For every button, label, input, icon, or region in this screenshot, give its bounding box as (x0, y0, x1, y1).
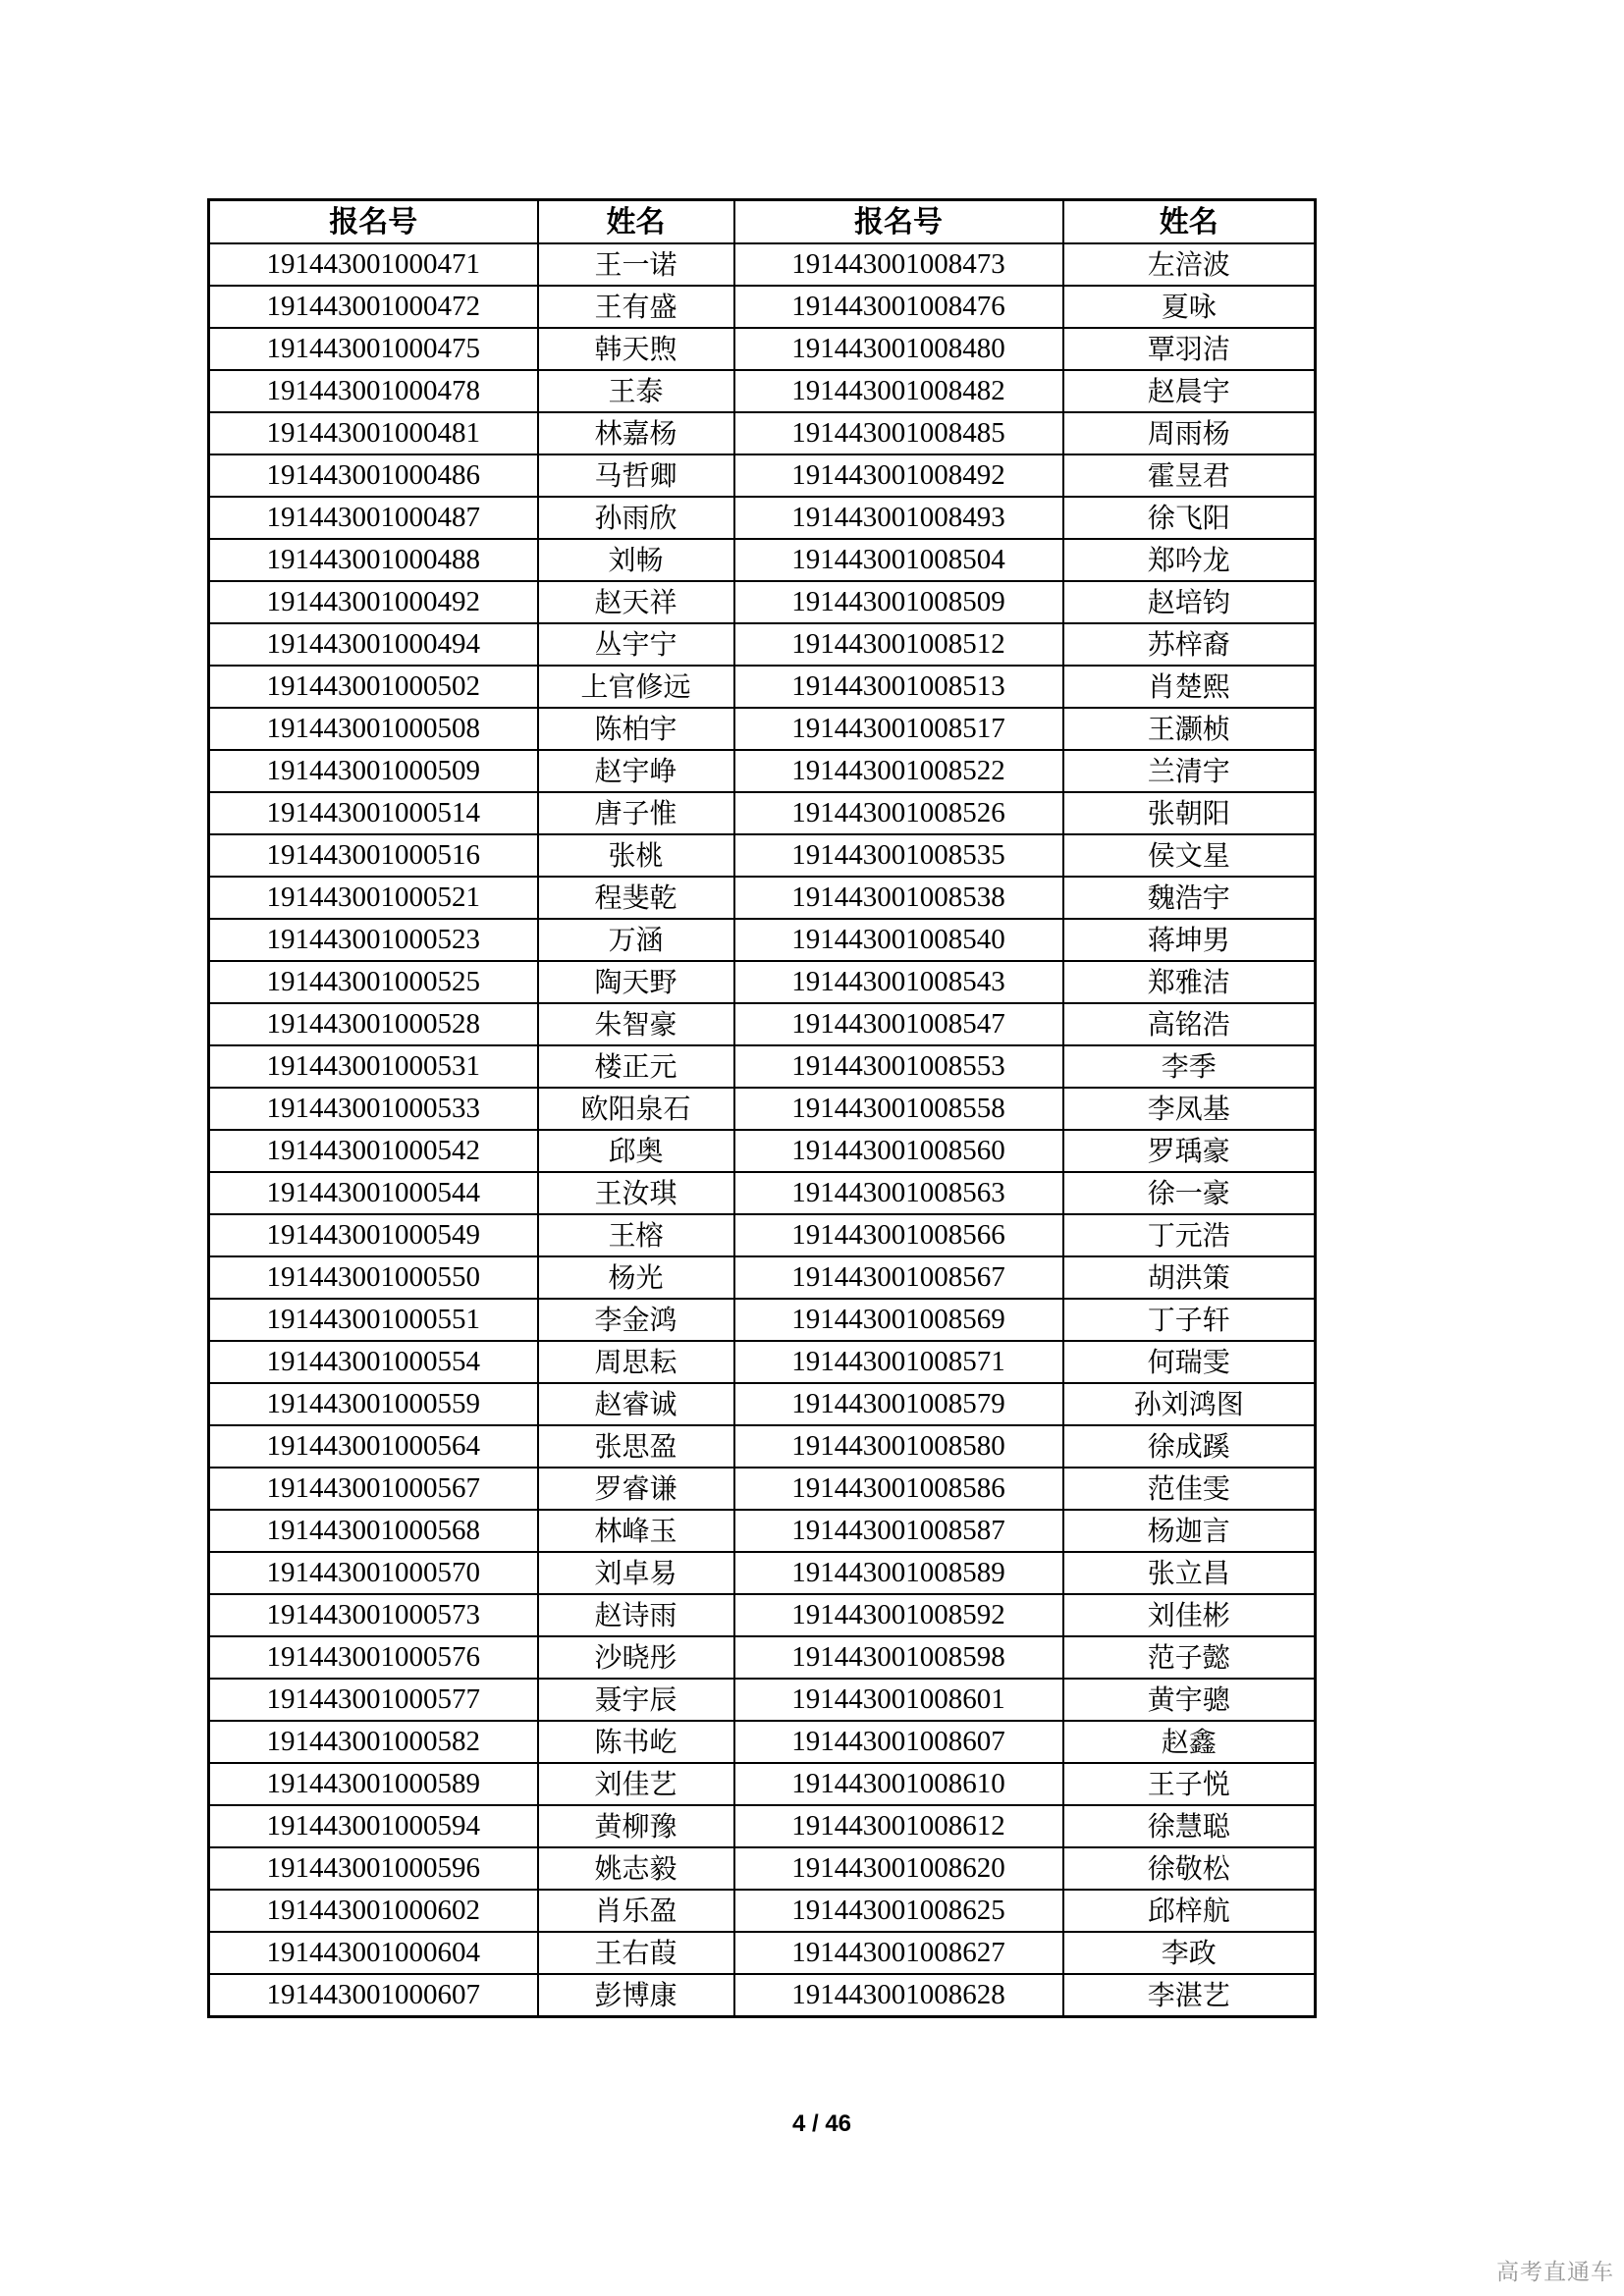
student-name-left: 陈柏宇 (538, 708, 734, 750)
student-name-right: 张立昌 (1063, 1552, 1316, 1594)
table-row (209, 1130, 1316, 1172)
student-name-left: 肖乐盈 (538, 1890, 734, 1932)
student-name-left: 姚志毅 (538, 1847, 734, 1890)
header-row (209, 200, 1316, 244)
student-name-right: 邱梓航 (1063, 1890, 1316, 1932)
registration-number-left: 191443001000509 (209, 750, 538, 792)
registration-number-left: 191443001000523 (209, 919, 538, 961)
student-name-left: 楼正元 (538, 1045, 734, 1088)
student-name-left: 王汝琪 (538, 1172, 734, 1214)
registration-number-right: 191443001008473 (734, 243, 1063, 286)
registration-number-left: 191443001000551 (209, 1299, 538, 1341)
table-row (209, 1003, 1316, 1045)
table-row (209, 1256, 1316, 1299)
registration-number-right: 191443001008526 (734, 792, 1063, 834)
registration-number-left: 191443001000481 (209, 412, 538, 454)
header-registration-number-2: 报名号 (734, 200, 1063, 244)
registration-number-left: 191443001000544 (209, 1172, 538, 1214)
table-row (209, 1510, 1316, 1552)
student-name-right: 赵鑫 (1063, 1721, 1316, 1763)
table-row (209, 1172, 1316, 1214)
student-name-right: 杨迦言 (1063, 1510, 1316, 1552)
student-name-right: 肖楚熙 (1063, 666, 1316, 708)
student-name-left: 上官修远 (538, 666, 734, 708)
registration-number-right: 191443001008612 (734, 1805, 1063, 1847)
registration-number-right: 191443001008535 (734, 834, 1063, 877)
student-name-left: 王榕 (538, 1214, 734, 1256)
registration-number-left: 191443001000576 (209, 1636, 538, 1679)
registration-number-right: 191443001008580 (734, 1425, 1063, 1468)
table-row (209, 666, 1316, 708)
registration-number-right: 191443001008586 (734, 1468, 1063, 1510)
registration-number-right: 191443001008620 (734, 1847, 1063, 1890)
registration-number-left: 191443001000577 (209, 1679, 538, 1721)
table-row (209, 792, 1316, 834)
registration-number-right: 191443001008627 (734, 1932, 1063, 1974)
student-name-left: 黄柳豫 (538, 1805, 734, 1847)
registration-number-right: 191443001008558 (734, 1088, 1063, 1130)
table-row (209, 1468, 1316, 1510)
registration-number-left: 191443001000492 (209, 581, 538, 623)
student-name-right: 孙刘鸿图 (1063, 1383, 1316, 1425)
student-name-left: 朱智豪 (538, 1003, 734, 1045)
student-name-left: 王一诺 (538, 243, 734, 286)
student-name-left: 杨光 (538, 1256, 734, 1299)
student-name-right: 周雨杨 (1063, 412, 1316, 454)
registration-number-left: 191443001000475 (209, 328, 538, 370)
registration-number-left: 191443001000487 (209, 497, 538, 539)
student-name-left: 赵睿诚 (538, 1383, 734, 1425)
student-name-right: 左涪波 (1063, 243, 1316, 286)
table-row (209, 1383, 1316, 1425)
registration-number-left: 191443001000568 (209, 1510, 538, 1552)
watermark: 高考直通车 (1496, 2260, 1614, 2285)
student-name-right: 徐一豪 (1063, 1172, 1316, 1214)
table-row (209, 1847, 1316, 1890)
registration-number-right: 191443001008607 (734, 1721, 1063, 1763)
registration-number-left: 191443001000533 (209, 1088, 538, 1130)
student-name-left: 孙雨欣 (538, 497, 734, 539)
student-name-right: 徐飞阳 (1063, 497, 1316, 539)
student-name-right: 郑吟龙 (1063, 539, 1316, 581)
registration-number-right: 191443001008512 (734, 623, 1063, 666)
roster-body (209, 243, 1316, 2017)
student-name-left: 欧阳泉石 (538, 1088, 734, 1130)
table-row (209, 1721, 1316, 1763)
registration-number-left: 191443001000531 (209, 1045, 538, 1088)
student-name-right: 李凤基 (1063, 1088, 1316, 1130)
table-row (209, 1425, 1316, 1468)
student-name-right: 罗瑀豪 (1063, 1130, 1316, 1172)
registration-number-left: 191443001000564 (209, 1425, 538, 1468)
student-name-left: 刘佳艺 (538, 1763, 734, 1805)
registration-number-left: 191443001000508 (209, 708, 538, 750)
student-name-left: 王泰 (538, 370, 734, 412)
student-name-left: 罗睿谦 (538, 1468, 734, 1510)
student-name-left: 彭博康 (538, 1974, 734, 2017)
table-row (209, 412, 1316, 454)
registration-number-right: 191443001008560 (734, 1130, 1063, 1172)
registration-number-right: 191443001008592 (734, 1594, 1063, 1636)
student-name-right: 何瑞雯 (1063, 1341, 1316, 1383)
student-name-right: 范佳雯 (1063, 1468, 1316, 1510)
student-name-right: 徐慧聪 (1063, 1805, 1316, 1847)
student-name-left: 赵宇峥 (538, 750, 734, 792)
student-name-left: 唐子惟 (538, 792, 734, 834)
registration-number-right: 191443001008509 (734, 581, 1063, 623)
registration-number-right: 191443001008589 (734, 1552, 1063, 1594)
registration-number-right: 191443001008538 (734, 877, 1063, 919)
student-name-left: 赵天祥 (538, 581, 734, 623)
registration-number-left: 191443001000528 (209, 1003, 538, 1045)
table-row (209, 708, 1316, 750)
registration-number-left: 191443001000602 (209, 1890, 538, 1932)
student-name-left: 林嘉杨 (538, 412, 734, 454)
student-name-right: 苏梓裔 (1063, 623, 1316, 666)
registration-number-left: 191443001000604 (209, 1932, 538, 1974)
student-name-left: 马哲卿 (538, 454, 734, 497)
student-name-left: 刘卓易 (538, 1552, 734, 1594)
registration-number-left: 191443001000573 (209, 1594, 538, 1636)
roster-table (207, 198, 1317, 2018)
registration-number-left: 191443001000607 (209, 1974, 538, 2017)
student-name-left: 沙晓彤 (538, 1636, 734, 1679)
student-name-right: 侯文星 (1063, 834, 1316, 877)
student-name-right: 范子懿 (1063, 1636, 1316, 1679)
registration-number-right: 191443001008625 (734, 1890, 1063, 1932)
table-row (209, 370, 1316, 412)
registration-number-right: 191443001008610 (734, 1763, 1063, 1805)
table-row (209, 834, 1316, 877)
table-row (209, 328, 1316, 370)
student-name-left: 周思耘 (538, 1341, 734, 1383)
table-row (209, 1890, 1316, 1932)
student-name-right: 李政 (1063, 1932, 1316, 1974)
registration-number-right: 191443001008553 (734, 1045, 1063, 1088)
student-name-left: 陶天野 (538, 961, 734, 1003)
registration-number-right: 191443001008543 (734, 961, 1063, 1003)
table-row (209, 1088, 1316, 1130)
student-name-right: 王子悦 (1063, 1763, 1316, 1805)
student-name-left: 张思盈 (538, 1425, 734, 1468)
registration-number-right: 191443001008480 (734, 328, 1063, 370)
student-name-left: 林峰玉 (538, 1510, 734, 1552)
student-name-right: 魏浩宇 (1063, 877, 1316, 919)
student-name-left: 张桃 (538, 834, 734, 877)
registration-number-left: 191443001000594 (209, 1805, 538, 1847)
table-row (209, 1045, 1316, 1088)
table-row (209, 1763, 1316, 1805)
registration-number-left: 191443001000472 (209, 286, 538, 328)
registration-number-right: 191443001008628 (734, 1974, 1063, 2017)
registration-number-left: 191443001000525 (209, 961, 538, 1003)
registration-number-left: 191443001000559 (209, 1383, 538, 1425)
student-name-right: 覃羽洁 (1063, 328, 1316, 370)
table-row (209, 1805, 1316, 1847)
table-row (209, 1299, 1316, 1341)
student-name-right: 郑雅洁 (1063, 961, 1316, 1003)
table-row (209, 497, 1316, 539)
registration-number-right: 191443001008566 (734, 1214, 1063, 1256)
table-row (209, 1636, 1316, 1679)
registration-number-left: 191443001000516 (209, 834, 538, 877)
registration-number-right: 191443001008513 (734, 666, 1063, 708)
student-name-right: 赵培钧 (1063, 581, 1316, 623)
student-name-right: 王灏桢 (1063, 708, 1316, 750)
registration-number-right: 191443001008601 (734, 1679, 1063, 1721)
registration-number-left: 191443001000471 (209, 243, 538, 286)
table-row (209, 623, 1316, 666)
registration-number-right: 191443001008493 (734, 497, 1063, 539)
table-row (209, 1214, 1316, 1256)
registration-number-left: 191443001000494 (209, 623, 538, 666)
registration-number-left: 191443001000596 (209, 1847, 538, 1890)
student-name-right: 胡洪策 (1063, 1256, 1316, 1299)
table-row (209, 1974, 1316, 2017)
registration-number-right: 191443001008569 (734, 1299, 1063, 1341)
student-name-right: 黄宇骢 (1063, 1679, 1316, 1721)
header-name-1: 姓名 (538, 200, 734, 244)
registration-number-left: 191443001000488 (209, 539, 538, 581)
registration-number-left: 191443001000567 (209, 1468, 538, 1510)
registration-number-right: 191443001008476 (734, 286, 1063, 328)
table-row (209, 581, 1316, 623)
registration-number-right: 191443001008482 (734, 370, 1063, 412)
table-row (209, 1552, 1316, 1594)
table-row (209, 1679, 1316, 1721)
header-name-2: 姓名 (1063, 200, 1316, 244)
student-name-left: 万涵 (538, 919, 734, 961)
registration-number-right: 191443001008587 (734, 1510, 1063, 1552)
registration-number-right: 191443001008598 (734, 1636, 1063, 1679)
registration-number-left: 191443001000589 (209, 1763, 538, 1805)
student-name-left: 韩天煦 (538, 328, 734, 370)
registration-number-right: 191443001008540 (734, 919, 1063, 961)
table-row (209, 750, 1316, 792)
student-name-right: 徐敬松 (1063, 1847, 1316, 1890)
table-row (209, 877, 1316, 919)
student-name-right: 夏咏 (1063, 286, 1316, 328)
student-name-left: 赵诗雨 (538, 1594, 734, 1636)
table-row (209, 454, 1316, 497)
student-name-right: 丁元浩 (1063, 1214, 1316, 1256)
student-name-right: 兰清宇 (1063, 750, 1316, 792)
student-name-left: 陈书屹 (538, 1721, 734, 1763)
registration-number-right: 191443001008517 (734, 708, 1063, 750)
student-name-left: 程斐乾 (538, 877, 734, 919)
table-row (209, 961, 1316, 1003)
registration-number-left: 191443001000478 (209, 370, 538, 412)
registration-number-left: 191443001000549 (209, 1214, 538, 1256)
student-name-left: 李金鸿 (538, 1299, 734, 1341)
registration-number-right: 191443001008504 (734, 539, 1063, 581)
student-name-right: 李湛艺 (1063, 1974, 1316, 2017)
student-name-left: 聂宇辰 (538, 1679, 734, 1721)
table-row (209, 243, 1316, 286)
registration-number-left: 191443001000486 (209, 454, 538, 497)
student-name-left: 邱奥 (538, 1130, 734, 1172)
student-name-left: 刘畅 (538, 539, 734, 581)
student-name-right: 李季 (1063, 1045, 1316, 1088)
table-row (209, 1594, 1316, 1636)
student-name-left: 丛宇宁 (538, 623, 734, 666)
registration-number-left: 191443001000582 (209, 1721, 538, 1763)
registration-number-right: 191443001008567 (734, 1256, 1063, 1299)
registration-number-left: 191443001000554 (209, 1341, 538, 1383)
registration-number-left: 191443001000570 (209, 1552, 538, 1594)
registration-number-left: 191443001000514 (209, 792, 538, 834)
registration-number-left: 191443001000502 (209, 666, 538, 708)
registration-number-right: 191443001008563 (734, 1172, 1063, 1214)
student-name-right: 刘佳彬 (1063, 1594, 1316, 1636)
table-row (209, 1341, 1316, 1383)
table-row (209, 539, 1316, 581)
header-registration-number-1: 报名号 (209, 200, 538, 244)
student-name-left: 王有盛 (538, 286, 734, 328)
page-number: 4 / 46 (791, 2110, 852, 2137)
table-row (209, 286, 1316, 328)
registration-number-right: 191443001008485 (734, 412, 1063, 454)
table-row (209, 1932, 1316, 1974)
student-name-right: 蒋坤男 (1063, 919, 1316, 961)
registration-number-left: 191443001000542 (209, 1130, 538, 1172)
student-name-left: 王右葭 (538, 1932, 734, 1974)
registration-number-right: 191443001008522 (734, 750, 1063, 792)
student-name-right: 高铭浩 (1063, 1003, 1316, 1045)
registration-number-right: 191443001008492 (734, 454, 1063, 497)
table-row (209, 919, 1316, 961)
student-name-right: 张朝阳 (1063, 792, 1316, 834)
student-name-right: 赵晨宇 (1063, 370, 1316, 412)
registration-number-right: 191443001008571 (734, 1341, 1063, 1383)
student-name-right: 丁子轩 (1063, 1299, 1316, 1341)
registration-number-right: 191443001008579 (734, 1383, 1063, 1425)
registration-number-right: 191443001008547 (734, 1003, 1063, 1045)
student-name-right: 徐成蹊 (1063, 1425, 1316, 1468)
registration-number-left: 191443001000550 (209, 1256, 538, 1299)
registration-number-left: 191443001000521 (209, 877, 538, 919)
student-name-right: 霍昱君 (1063, 454, 1316, 497)
